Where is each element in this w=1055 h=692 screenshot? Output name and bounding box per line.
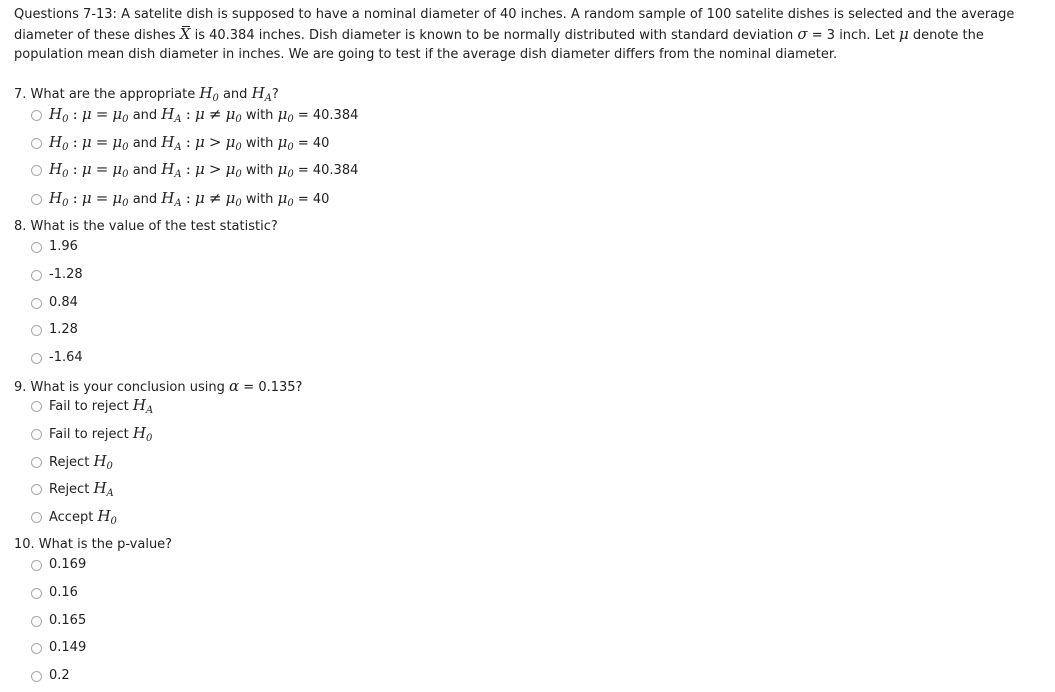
intro-text: denote the population mean dish diameter in inches. We are going to test if the average dish diameter differs from the nominal diameter. [14,27,984,62]
radio-button[interactable] [31,110,42,121]
q7-option-1[interactable]: $H_0$ : $\mu = \mu_0$ and $H_A$ : $\mu \ne \mu_0$ with $\mu_0 = 40.384$ [31,104,358,124]
radio-button[interactable] [31,401,42,412]
question-7: 7. What are the appropriate $H_0$ and $H_A$? [14,84,279,104]
question-10: 10. What is the p-value? [14,537,173,552]
q9-option-1[interactable]: Fail to reject $H_A$ [31,395,153,415]
q8-option-2[interactable]: -1.28 [31,264,83,284]
q7-option-2[interactable]: $H_0$ : $\mu = \mu_0$ and $H_A$ : $\mu > \mu_0$ with $\mu_0 = 40$ [31,132,329,152]
intro-text: Questions 7-13: A satelite dish is supposed to have a nominal diameter of 40 inches. A random sample of 100 satelite dishes is selected and the average diameter of these dishes [14,7,1015,43]
q9-option-3[interactable]: Reject $H_0$ [31,451,113,471]
q10-option-2[interactable]: 0.16 [31,582,78,602]
q10-option-3[interactable]: 0.165 [31,610,86,630]
q7-option-3[interactable]: $H_0$ : $\mu = \mu_0$ and $H_A$ : $\mu > \mu_0$ with $\mu_0 = 40.384$ [31,159,358,179]
q8-option-4[interactable]: 1.28 [31,319,78,339]
radio-button[interactable] [31,588,42,599]
radio-button[interactable] [31,325,42,336]
radio-button[interactable] [31,242,42,253]
radio-button[interactable] [31,671,42,682]
q8-option-5[interactable]: -1.64 [31,347,83,367]
q10-option-1[interactable]: 0.169 [31,554,86,574]
problem-statement [14,5,1044,65]
xbar-symbol: X [179,24,191,43]
question-9: 9. What is your conclusion using α = 0.135? [14,377,303,395]
radio-button[interactable] [31,616,42,627]
q8-option-3[interactable]: 0.84 [31,292,78,312]
q10-option-4[interactable]: 0.149 [31,637,86,657]
intro-text: = 3 inch. Let [811,27,895,43]
radio-button[interactable] [31,560,42,571]
question-8: 8. What is the value of the test statistic? [14,219,278,234]
q9-option-2[interactable]: Fail to reject $H_0$ [31,423,152,443]
intro-text: is 40.384 inches. Dish diameter is known to be normally distributed with standard deviation [194,27,794,43]
sigma-symbol: σ [797,24,808,43]
q10-option-5[interactable]: 0.2 [31,665,70,685]
radio-button[interactable] [31,429,42,440]
q9-option-4[interactable]: Reject $H_A$ [31,478,114,498]
radio-button[interactable] [31,194,42,205]
radio-button[interactable] [31,165,42,176]
radio-button[interactable] [31,298,42,309]
radio-button[interactable] [31,457,42,468]
radio-button[interactable] [31,270,42,281]
radio-button[interactable] [31,643,42,654]
q8-option-1[interactable]: 1.96 [31,236,78,256]
radio-button[interactable] [31,512,42,523]
mu-symbol: μ [898,24,909,43]
q7-option-4[interactable]: $H_0$ : $\mu = \mu_0$ and $H_A$ : $\mu \ne \mu_0$ with $\mu_0 = 40$ [31,188,329,208]
q9-option-5[interactable]: Accept $H_0$ [31,506,117,526]
radio-button[interactable] [31,353,42,364]
radio-button[interactable] [31,138,42,149]
radio-button[interactable] [31,484,42,495]
